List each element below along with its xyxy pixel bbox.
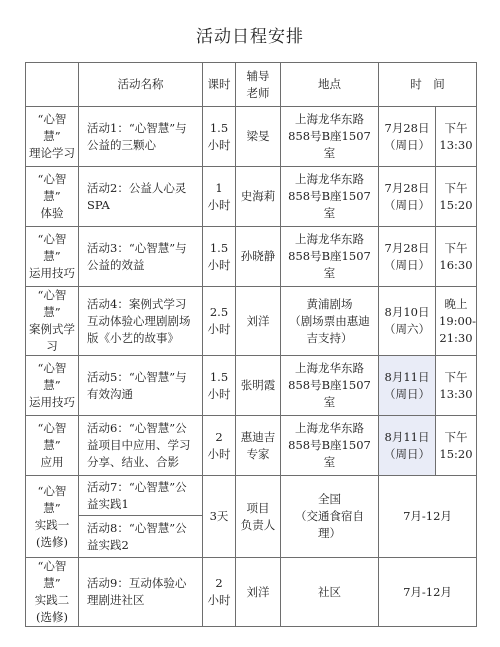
clock-cell: 下午 16:30 bbox=[436, 227, 477, 287]
tutor-cell: 惠迪吉 专家 bbox=[236, 416, 281, 476]
activity-name-cell: 活动9：互动体验心 理剧进社区 bbox=[79, 558, 203, 627]
clock-cell: 下午 15:20 bbox=[436, 167, 477, 227]
tutor-cell: 项目 负责人 bbox=[236, 476, 281, 558]
category-cell: “心智慧” 应用 bbox=[26, 416, 79, 476]
category-cell: “心智慧” 理论学习 bbox=[26, 107, 79, 167]
table-row bbox=[26, 287, 477, 356]
activity-name-cell: 活动2：公益人心灵 SPA bbox=[79, 167, 203, 227]
location-cell: 社区 bbox=[281, 558, 379, 627]
activity-name-cell: 活动7：“心智慧”公 益实践1 bbox=[79, 476, 203, 516]
schedule-table bbox=[25, 62, 477, 627]
duration-cell: 1 小时 bbox=[203, 167, 236, 227]
duration-cell: 2 小时 bbox=[203, 416, 236, 476]
table-row bbox=[26, 227, 477, 287]
tutor-cell: 刘洋 bbox=[236, 287, 281, 356]
clock-cell: 下午 13:30 bbox=[436, 107, 477, 167]
table-row bbox=[26, 416, 477, 476]
clock-cell: 下午 15:20 bbox=[436, 416, 477, 476]
duration-cell: 1.5 小时 bbox=[203, 107, 236, 167]
category-cell: “心智慧” 实践一 (选修) bbox=[26, 476, 79, 558]
category-cell: “心智慧” 体验 bbox=[26, 167, 79, 227]
category-cell: “心智慧” 实践二 (选修) bbox=[26, 558, 79, 627]
activity-name-cell: 活动3：“心智慧”与 公益的效益 bbox=[79, 227, 203, 287]
header-time: 时 间 bbox=[379, 63, 477, 107]
activity-name-cell: 活动8：“心智慧”公 益实践2 bbox=[79, 516, 203, 558]
location-cell: 上海龙华东路 858号B座1507室 bbox=[281, 356, 379, 416]
table-row bbox=[26, 356, 477, 416]
page-title: 活动日程安排 bbox=[196, 27, 304, 47]
duration-cell: 2.5 小时 bbox=[203, 287, 236, 356]
date-cell-highlighted: 8月11日 （周日） bbox=[379, 356, 436, 416]
tutor-cell: 孙晓静 bbox=[236, 227, 281, 287]
location-cell: 全国 （交通食宿自 理） bbox=[281, 476, 379, 558]
duration-cell: 1.5 小时 bbox=[203, 227, 236, 287]
activity-name-cell: 活动1：“心智慧”与 公益的三颗心 bbox=[79, 107, 203, 167]
activity-name-cell: 活动4：案例式学习 互动体验心理剧剧场 版《小艺的故事》 bbox=[79, 287, 203, 356]
date-cell: 8月10日 （周六） bbox=[379, 287, 436, 356]
location-cell: 上海龙华东路 858号B座1507室 bbox=[281, 167, 379, 227]
header-tutor: 辅导 老师 bbox=[236, 63, 281, 107]
tutor-cell: 史海莉 bbox=[236, 167, 281, 227]
header-row bbox=[26, 63, 477, 107]
table-row bbox=[26, 107, 477, 167]
header-duration: 课时 bbox=[203, 63, 236, 107]
date-cell: 7月28日 （周日） bbox=[379, 167, 436, 227]
activity-name-cell: 活动5：“心智慧”与 有效沟通 bbox=[79, 356, 203, 416]
header-category bbox=[26, 63, 79, 107]
table-row bbox=[26, 476, 477, 516]
time-cell: 7月-12月 bbox=[379, 558, 477, 627]
duration-cell: 1.5 小时 bbox=[203, 356, 236, 416]
duration-cell: 2 小时 bbox=[203, 558, 236, 627]
location-cell: 黄浦剧场 （剧场票由惠迪 吉支持） bbox=[281, 287, 379, 356]
location-cell: 上海龙华东路 858号B座1507室 bbox=[281, 416, 379, 476]
location-cell: 上海龙华东路 858号B座1507室 bbox=[281, 227, 379, 287]
header-activity-name: 活动名称 bbox=[79, 63, 203, 107]
location-cell: 上海龙华东路 858号B座1507室 bbox=[281, 107, 379, 167]
category-cell: “心智慧” 运用技巧 bbox=[26, 356, 79, 416]
table-row bbox=[26, 558, 477, 627]
table-row bbox=[26, 167, 477, 227]
time-cell: 7月-12月 bbox=[379, 476, 477, 558]
header-location: 地点 bbox=[281, 63, 379, 107]
date-cell-highlighted: 8月11日 （周日） bbox=[379, 416, 436, 476]
activity-name-cell: 活动6：“心智慧”公 益项目中应用、学习 分享、结业、合影 bbox=[79, 416, 203, 476]
category-cell: “心智慧” 运用技巧 bbox=[26, 227, 79, 287]
clock-cell: 晚上 19:00- 21:30 bbox=[436, 287, 477, 356]
tutor-cell: 张明霞 bbox=[236, 356, 281, 416]
duration-cell: 3天 bbox=[203, 476, 236, 558]
tutor-cell: 刘洋 bbox=[236, 558, 281, 627]
clock-cell: 下午 13:30 bbox=[436, 356, 477, 416]
tutor-cell: 梁旻 bbox=[236, 107, 281, 167]
category-cell: “心智慧” 案例式学 习 bbox=[26, 287, 79, 356]
date-cell: 7月28日 （周日） bbox=[379, 107, 436, 167]
date-cell: 7月28日 （周日） bbox=[379, 227, 436, 287]
